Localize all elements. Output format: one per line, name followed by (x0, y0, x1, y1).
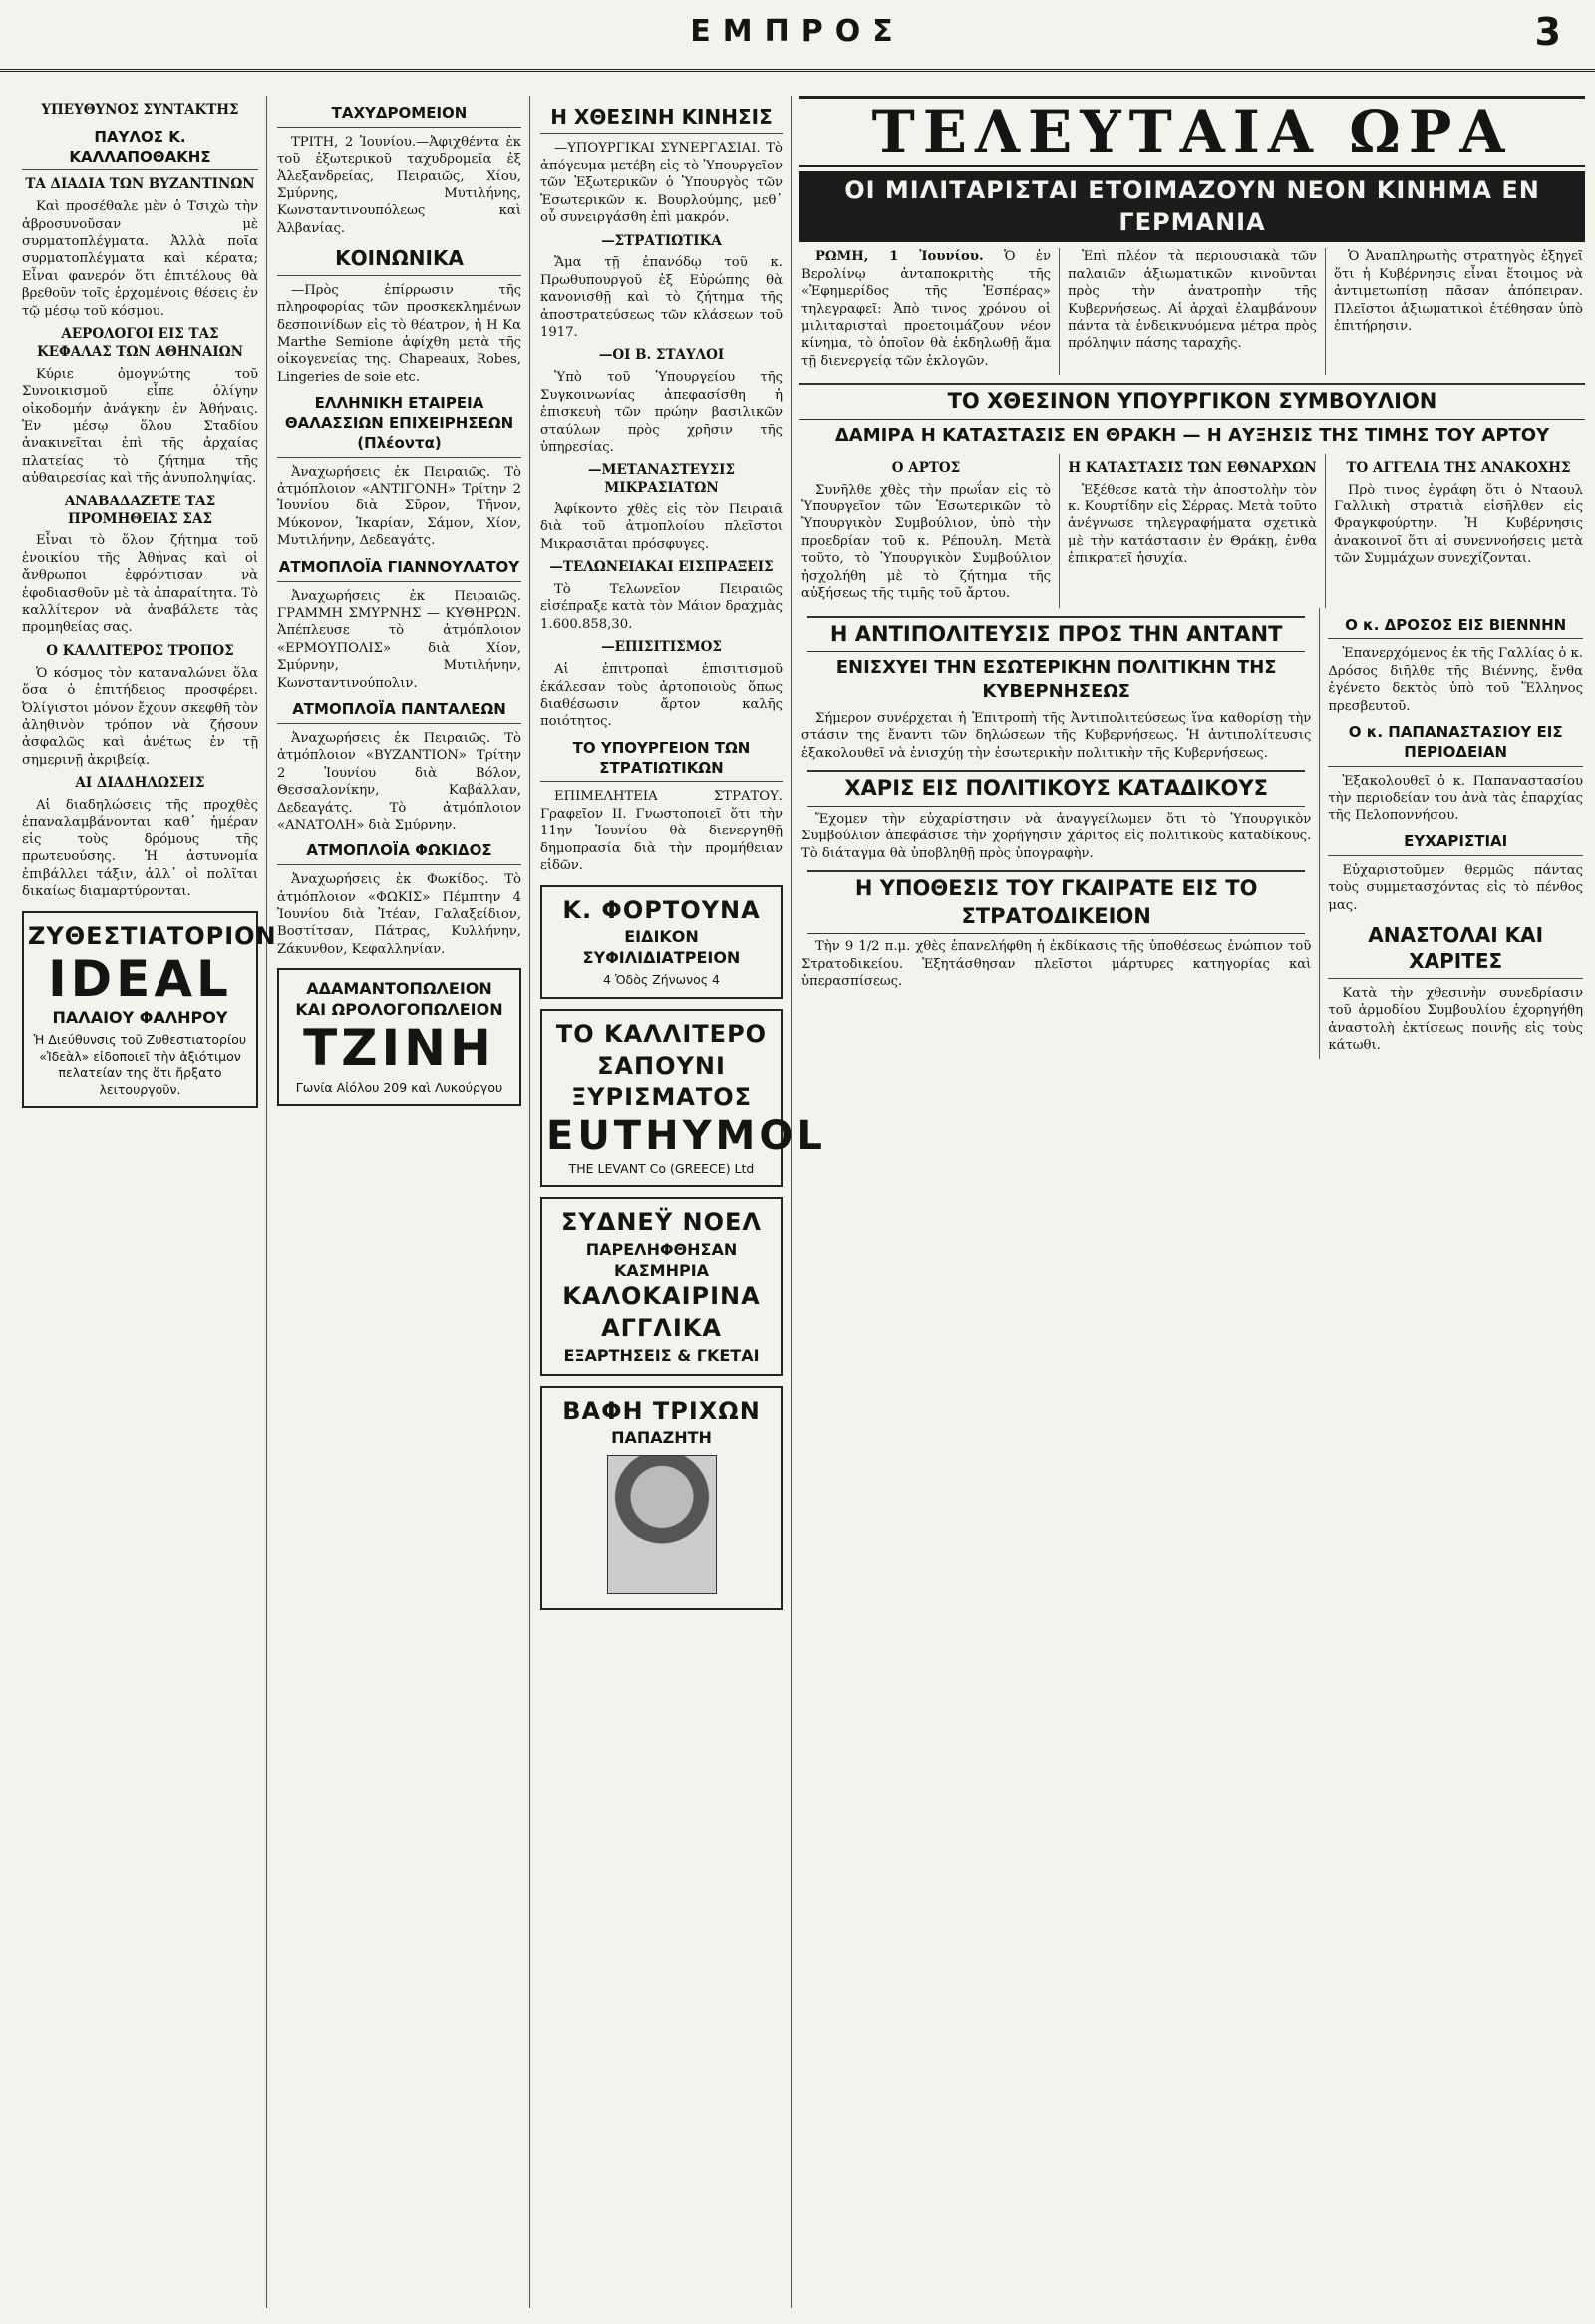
article-column (1326, 248, 1591, 375)
article-text: Συνῆλθε χθὲς τὴν πρωΐαν εἰς τὸ Ὑπουργεῖον τῶν Ἐσωτερικῶν τὸ Ὑπουργικὸν Συμβούλιον, ὑπὸ τὴν προεδρίαν τοῦ κ. Ρέπουλη. Μετὰ τοῦτο, τὸ Ὑπουργικὸν Συμβούλιον ἠσχολήθη μὲ τὸ ζήτημα τῆς αὐξήσεως τῆς τιμῆς τοῦ ἄρτου. (801, 482, 1051, 602)
dateline: ΡΩΜΗ, 1 Ἰουνίου. (815, 249, 984, 265)
article-column (1326, 454, 1591, 608)
article (22, 494, 258, 637)
latest-hour-banner: ΤΕΛΕΥΤΑΙΑ ΩΡΑ (799, 96, 1585, 167)
article-column (794, 454, 1060, 608)
article-text: Τὸ Τελωνεῖον Πειραιῶς εἰσέπραξε κατὰ τὸν Μάιον δραχμὰς 1.600.858,30. (540, 582, 783, 632)
article-text: Ἐξακολουθεῖ ὁ κ. Παπαναστασίου τὴν περιοδείαν του ἀνὰ τὰς ἐπαρχίας τῆς Πελοποννήσου. (1328, 773, 1583, 824)
ad-line: ΣΥΔΝΕΫ ΝΟΕΛ (560, 1208, 763, 1237)
article-text: Τὴν 9 1/2 π.μ. χθὲς ἐπανελήφθη ἡ ἐκδίκασις τῆς ὑποθέσεως ἐνώπιον τοῦ Στρατοδικείου. Ἐξητάσθησαν πλεῖστοι μάρτυρες κατηγορίας καὶ ὑπερασπίσεως. (801, 939, 1312, 990)
article-heading: ΕΥΧΑΡΙΣΤΙΑΙ (1328, 832, 1583, 856)
article-subheading: Η ΚΑΤΑΣΤΑΣΙΣ ΤΩΝ ΕΘΝΑΡΧΩΝ (1068, 459, 1317, 476)
ad-line: ΠΑΡΕΛΗΦΘΗΣΑΝ ΚΑΣΜΗΡΙΑ (585, 1240, 738, 1281)
article (277, 558, 521, 692)
article-text: —Πρὸς ἐπίρρωσιν τῆς πληροφορίας τῶν προσκεκλημένων δεσποινίδων εἰς τὸ θέατρον, ἡ Η Κα Marthe Semione ἀφίχθη μετὰ τῆς οἰκογενείας της. Chapeaux, Robes, Lingeries de soie etc. (277, 282, 521, 385)
article-heading: ΑΝΑΒΑΔΑΖΕΤΕ ΤΑΣ ΠΡΟΜΗΘΕΙΑΣ ΣΑΣ (64, 493, 216, 527)
article (540, 347, 783, 456)
ad-line: ΣΑΠΟΥΝΙ ΞΥΡΙΣΜΑΤΟΣ (570, 1051, 753, 1112)
article-text: Ὁ ἐν Βερολίνῳ ἀνταποκριτὴς τῆς «Ἐφημερίδος τῆς Ἑσπέρας» τηλεγραφεῖ: Ἀπὸ τινος χρόνου οἱ μιλιταρισταὶ προετοιμάζουν νέον κίνημα, τὸ ὁποῖον θὰ ἐκδηλωθῇ ἅμα τῇ διενεργείᾳ τῶν ἐκλογῶν. (801, 249, 1051, 369)
article-heading: ΤΑΧΥΔΡΟΜΕΙΟΝ (277, 104, 521, 128)
article (540, 462, 783, 553)
article-heading: —ΤΕΛΩΝΕΙΑΚΑΙ ΕΙΣΠΡΑΞΕΙΣ (549, 559, 774, 576)
ad-line: 4 Ὁδὸς Ζήνωνος 4 (603, 972, 720, 988)
article-heading: ΤΑ ΔΙΑΔΙΑ ΤΩΝ ΒΥΖΑΝΤΙΝΩΝ (25, 176, 255, 193)
article (22, 775, 258, 900)
opposition-heading: Η ΑΝΤΙΠΟΛΙΤΕΥΣΙΣ ΠΡΟΣ ΤΗΝ ΑΝΤΑΝΤ (807, 616, 1305, 653)
article (277, 245, 521, 386)
article-column (794, 248, 1060, 375)
article-text: ΤΡΙΤΗ, 2 Ἰουνίου.—Ἀφιχθέντα ἐκ τοῦ ἐξωτερικοῦ ταχυδρομεῖα ἐξ Ἀλεξανδρείας, Πειραιῶς, Χίου, Σμύρνης, Μυτιλήνης, Κωνσταντινουπόλεως καὶ Ἀλβανίας. (277, 134, 521, 236)
article-text: Ὑπὸ τοῦ Ὑπουργείου τῆς Συγκοινωνίας ἀπεφασίσθη ἡ ἐπισκευὴ τῶν πρώην βασιλικῶν σταύλων πρὸς χρῆσιν τῆς ὑπηρεσίας. (540, 370, 783, 455)
article (540, 104, 783, 227)
article-subheading: Ο ΑΡΤΟΣ (891, 459, 961, 476)
ad-line: ΚΑΛΟΚΑΙΡΙΝΑ ΑΓΓΛΙΚΑ (562, 1282, 761, 1342)
article-text: Εἶναι τὸ ὅλον ζήτημα τοῦ ἐνοικίου τῆς Ἀθήνας καὶ οἱ ἄνθρωποι ἐφρόντισαν νὰ ἐφοδιασθοῦν μὲ τὰ ἀπαραίτητα. Τὸ καλλίτερον νὰ ἀναβάλετε τὰς προμηθείας σας. (22, 533, 258, 636)
article-text: Ὁ κόσμος τὸν καταναλώνει ὅλα ὅσα ὁ ἐπιτήδειος προσφέρει. Ὀλίγιστοι μόνον ἔχουν σκεφθῆ τὸν ἀληθινὸν τρόπον νὰ ζήσουν ἀσφαλῶς καὶ ἀνέτως ἐν τῇ σημερινῇ ἀκριβείᾳ. (22, 665, 258, 768)
ad-line: EUTHYMOL (546, 1112, 826, 1159)
article-text: Ἀναχωρήσεις ἐκ Πειραιῶς. Τὸ ἀτμόπλοιον «ΒΥΖΑΝΤΙΟΝ» Τρίτην 2 Ἰουνίου διὰ Βόλον, Θεσσαλονίκην, Καβάλλαν, Δεδεαγάτς. Τὸ ἀτμόπλοιον «ΑΝΑΤΟΛΗ» διὰ Σμύρνην. (277, 730, 521, 832)
article-text: Πρὸ τινος ἐγράφη ὅτι ὁ Νταουλ Γαλλικὴ στρατιὰ εἰσῆλθεν εἰς Φραγκφούρτην. Ἡ Κυβέρνησις ἀνακοινοῖ ὅτι αἱ συνεννοήσεις μετὰ τῶν Συμμάχων συνεχίζονται. (1334, 482, 1583, 567)
ad-line: ΑΔΑΜΑΝΤΟΠΩΛΕΙΟΝ (306, 979, 492, 999)
ad-line: ΤΖΙΝΗ (303, 1018, 495, 1077)
article-text: Ἐπὶ πλέον τὰ περιουσιακὰ τῶν παλαιῶν ἀξιωματικῶν κινοῦνται πρὸς τὴν ἀνατροπὴν τῆς Κυβερνήσεως. Αἱ ἀρχαὶ ἐλαμβάνουν πάντα τὰ ἐνδεικνυόμενα μέτρα πρὸς πρόληψιν πάσης ταραχῆς. (1068, 249, 1317, 352)
article-heading: ΑΤΜΟΠΛΟΪΑ ΠΑΝΤΑΛΕΩΝ (277, 700, 521, 724)
column-3 (532, 96, 826, 2308)
article-heading: ΑΤΜΟΠΛΟΪΑ ΓΙΑΝΝΟΥΛΑΤΟΥ (277, 558, 521, 582)
article-heading: ΑΤΜΟΠΛΟΪΑ ΦΩΚΙΔΟΣ (277, 841, 521, 865)
column-4-latest-news (794, 96, 1591, 2308)
article-text: Σήμερον συνέρχεται ἡ Ἐπιτροπὴ τῆς Ἀντιπολιτεύσεως ἵνα καθορίσῃ τὴν στάσιν της ἔναντι τῶν δηλώσεων τῆς Κυβερνήσεως. Ἡ ἀντιπολίτευσις ἐξακολουθεῖ νὰ ἐνισχύῃ τὴν ἐσωτερικὴν πολιτικὴν τῆς Κυβερνήσεως. (801, 710, 1312, 761)
column-2 (269, 96, 530, 2308)
article-heading: —ΕΠΙΣΙΤΙΣΜΟΣ (601, 639, 722, 656)
article (540, 639, 783, 731)
article-heading: —ΣΤΡΑΤΙΩΤΙΚΑ (601, 232, 722, 249)
ad-line: ΕΙΔΙΚΟΝ ΣΥΦΙΛΙΔΙΑΤΡΕΙΟΝ (582, 927, 741, 968)
advertisement-fortouna (540, 885, 783, 999)
cabinet-meeting-heading: ΤΟ ΧΘΕΣΙΝΟΝ ΥΠΟΥΡΓΙΚΟΝ ΣΥΜΒΟΥΛΙΟΝ (799, 383, 1585, 420)
article-text: Κατὰ τὴν χθεσινὴν συνεδρίασιν τοῦ ἁρμοδίου Συμβουλίου ἐχορηγήθη ἀναστολὴ ἐκτίσεως ποινῆς εἰς τοὺς κάτωθι. (1328, 985, 1583, 1053)
article-heading: —ΜΕΤΑΝΑΣΤΕΥΣΙΣ ΜΙΚΡΑΣΙΑΤΩΝ (588, 462, 735, 497)
article-text: Αἱ διαδηλώσεις τῆς προχθὲς ἐπαναλαμβάνονται καθ᾽ ἡμέραν εἰς τοὺς δρόμους τῆς πρωτευούσης. Ἡ ἀστυνομία ἐπιβάλλει τάξιν, ἀλλ᾽ οἱ πολῖται δικαίως διαμαρτύρονται. (22, 798, 258, 900)
article-text: Ἅμα τῇ ἐπανόδῳ τοῦ κ. Πρωθυπουργοῦ ἐξ Εὐρώπης θὰ κανονισθῇ καὶ τὸ ζήτημα τῆς ἀποστρατεύσεως τῶν κλάσεων τοῦ 1917. (540, 255, 783, 340)
top-article-columns (794, 248, 1591, 375)
ad-line: Κ. ΦΟΡΤΟΥΝΑ (562, 895, 761, 924)
ad-line: ΠΑΛΑΙΟΥ ΦΑΛΗΡΟΥ (52, 1008, 228, 1028)
article-heading: ΑΝΑΣΤΟΛΑΙ ΚΑΙ ΧΑΡΙΤΕΣ (1328, 922, 1583, 979)
article-heading: Ο κ. ΔΡΟΣΟΣ ΕΙΣ ΒΙΕΝΝΗΝ (1328, 616, 1583, 640)
article-text: —ΥΠΟΥΡΓΙΚΑΙ ΣΥΝΕΡΓΑΣΙΑΙ. Τὸ ἀπόγευμα μετέβη εἰς τὸ Ὑπουργεῖον τῶν Ἐξωτερικῶν ὁ Ὑπουργὸς τῶν Ἐσωτερικῶν κ. Βουρλούμης, μεθ᾽ οὗ συνειργάσθη ἐπὶ μακρόν. (540, 141, 783, 226)
article-text: Ὁ Ἀναπληρωτὴς στρατηγὸς ἐξηγεῖ ὅτι ἡ Κυβέρνησις εἶναι ἕτοιμος νὰ ἀντιμετωπίσῃ πᾶσαν ἀπόπειραν. Πλεῖστοι ἀξιωματικοὶ ἐτέθησαν ὑπὸ ἐπιτήρησιν. (1334, 249, 1583, 335)
article (22, 643, 258, 769)
pardon-heading: ΧΑΡΙΣ ΕΙΣ ΠΟΛΙΤΙΚΟΥΣ ΚΑΤΑΔΙΚΟΥΣ (807, 770, 1305, 807)
ad-line: ΤΟ ΚΑΛΛΙΤΕΡΟ (555, 1019, 768, 1048)
article (22, 326, 258, 488)
latest-hour-subtitle: ΟΙ ΜΙΛΙΤΑΡΙΣΤΑΙ ΕΤΟΙΜΑΖΟΥΝ ΝΕΟΝ ΚΙΝΗΜΑ ΕΝ ΓΕΡΜΑΝΙΑ (799, 171, 1585, 242)
article-text: Ἀφίκοντο χθὲς εἰς τὸν Πειραιᾶ διὰ τοῦ ἀτμοπλοίου πλεῖστοι Μικρασιᾶται πρόσφυγες. (540, 501, 783, 552)
column-1 (14, 96, 277, 2308)
article (277, 700, 521, 833)
article-text: Ἀναχωρήσεις ἐκ Πειραιῶς. Τὸ ἀτμόπλοιον «ΑΝΤΙΓΟΝΗ» Τρίτην 2 Ἰουνίου διὰ Σῦρον, Τῆνον, Μύκονον, Ἰκαρίαν, Σάμον, Χίον, Μυτιλήνην, Δεδεαγάτς. (277, 464, 521, 549)
editor-label: ΥΠΕΥΘΥΝΟΣ ΣΥΝΤΑΚΤΗΣ (41, 102, 239, 118)
cabinet-article-columns (794, 454, 1591, 608)
advertisement-papazitis (540, 1386, 783, 1610)
advertisement-noel (540, 1197, 783, 1375)
article (540, 559, 783, 633)
masthead (0, 8, 1595, 72)
woman-portrait-illustration (607, 1455, 717, 1594)
advertisement-ideal (22, 911, 277, 1109)
article-heading: ΤΟ ΥΠΟΥΡΓΕΙΟΝ ΤΩΝ ΣΤΡΑΤΙΩΤΙΚΩΝ (540, 739, 783, 783)
article-text: Ἐξέθεσε κατὰ τὴν ἀποστολὴν τὸν κ. Κουρτίδην εἰς Σέρρας. Μετὰ τοῦτο ἀνέγνωσε τηλεγραφήματα σχετικὰ μὲ τὴν κατάστασιν ἐν Θράκῃ, ἐνθα ἐπικρατεῖ ἡσυχία. (1068, 482, 1317, 567)
article-heading: ΑΙ ΔΙΑΔΗΛΩΣΕΙΣ (75, 775, 205, 792)
court-martial-heading: Η ΥΠΟΘΕΣΙΣ ΤΟΥ ΓΚΑΙΡΑΤΕ ΕΙΣ ΤΟ ΣΤΡΑΤΟΔΙΚΕΙΟΝ (807, 870, 1305, 934)
lower-left-stories (794, 608, 1320, 1060)
article-heading: ΑΕΡΟΛΟΓΟΙ ΕΙΣ ΤΑΣ ΚΕΦΑΛΑΣ ΤΩΝ ΑΘΗΝΑΙΩΝ (36, 326, 244, 360)
article-subheading: ΤΟ ΑΓΓΕΛΙΑ ΤΗΣ ΑΝΑΚΟΧΗΣ (1346, 459, 1571, 476)
article (540, 233, 783, 342)
article-heading: Ο κ. ΠΑΠΑΝΑΣΤΑΣΙΟΥ ΕΙΣ ΠΕΡΙΟΔΕΙΑΝ (1328, 723, 1583, 767)
ad-line: Ἡ Διεύθυνσις τοῦ Ζυθεστιατορίου «Ἰδεὰλ» εἰδοποιεῖ τὴν ἀξιότιμον πελατείαν της ὅτι ἤρξατο λειτουργοῦν. (33, 1032, 247, 1097)
article-heading: Η ΧΘΕΣΙΝΗ ΚΙΝΗΣΙΣ (540, 104, 783, 134)
article-heading: ΚΟΙΝΩΝΙΚΑ (277, 245, 521, 275)
lower-section (794, 608, 1591, 1060)
article-text: Ἔχομεν τὴν εὐχαρίστησιν νὰ ἀναγγείλωμεν ὅτι τὸ Ὑπουργικὸν Συμβούλιον ἀπεφάσισε τὴν χορήγησιν χάριτος εἰς πολιτικοὺς καταδίκους. Τὸ διάταγμα θὰ ὑποβληθῇ πρὸς ὑπογραφὴν. (801, 811, 1312, 861)
article-text: ΕΠΙΜΕΛΗΤΕΙΑ ΣΤΡΑΤΟΥ. Γραφεῖον ΙΙ. Γνωστοποιεῖ ὅτι τὴν 11ην Ἰουνίου θὰ διενεργηθῇ δημοπρασία διὰ τὴν προμήθειαν εἰδῶν. (540, 789, 783, 874)
paper-name: ΕΜΠΡΟΣ (690, 14, 905, 49)
advertisement-euthymol (540, 1009, 826, 1188)
advertisement-tzini (277, 968, 521, 1106)
opposition-subheading: ΕΝΙΣΧΥΕΙ ΤΗΝ ΕΣΩΤΕΡΙΚΗΝ ΠΟΛΙΤΙΚΗΝ ΤΗΣ ΚΥΒΕΡΝΗΣΕΩΣ (835, 657, 1277, 702)
ad-line: ΕΞΑΡΤΗΣΕΙΣ & ΓΚΕΤΑΙ (563, 1345, 760, 1365)
article-heading: ΕΛΛΗΝΙΚΗ ΕΤΑΙΡΕΙΑ ΘΑΛΑΣΣΙΩΝ ΕΠΙΧΕΙΡΗΣΕΩΝ (Πλέοντα) (277, 394, 521, 457)
article-text: Καὶ προσέθαλε μὲν ὁ Τσιχὼ τὴν ἁβροσυνοῦσαν μὲ συρματοπλέγματα. Ἀλλὰ ποῖα συρματοπλέγματα καὶ κέρατα; Εἶναι φανερόν ὅτι ἐπιτέλους θὰ βρεθοῦν τοῖς ἐρχομένοις θέσεις ἐν τῷ μέσῳ τοῦ κόσμου. (22, 199, 258, 319)
article-column (1060, 454, 1326, 608)
article-text: Εὐχαριστοῦμεν θερμῶς πάντας τοὺς συμμετασχόντας εἰς τὸ πένθος μας. (1328, 862, 1583, 913)
article-text: Αἱ ἐπιτροπαὶ ἐπισιτισμοῦ ἐκάλεσαν τοὺς ἀρτοποιοὺς ὅπως διαθέσωσιν ἄρτον καλῆς ποιότητος. (540, 662, 783, 730)
article-text: Ἀναχωρήσεις ἐκ Πειραιῶς. ΓΡΑΜΜΗ ΣΜΥΡΝΗΣ — ΚΥΘΗΡΩΝ. Ἀπέπλευσε τὸ ἀτμόπλοιον «ΕΡΜΟΥΠΟΛΙΣ» διὰ Χίον, Σμύρνην, Μυτιλήνην, Κωνσταντινούπολιν. (277, 588, 521, 691)
article (277, 104, 521, 237)
article (540, 739, 783, 875)
ad-line: THE LEVANT Co (GREECE) Ltd (568, 1161, 755, 1176)
article-heading: —ΟΙ Β. ΣΤΑΥΛΟΙ (598, 347, 725, 364)
ad-line: Γωνία Αἰόλου 209 καὶ Λυκούργου (295, 1079, 503, 1095)
article (277, 841, 521, 958)
ad-line: ΒΑΦΗ ΤΡΙΧΩΝ (562, 1396, 761, 1425)
lower-right-stories (1320, 608, 1591, 1060)
article-heading: Ο ΚΑΛΛΙΤΕΡΟΣ ΤΡΟΠΟΣ (46, 642, 234, 659)
page-number: 3 (1534, 10, 1561, 54)
article (22, 176, 258, 320)
ad-line: IDEAL (48, 950, 232, 1009)
ad-line: ΖΥΘΕΣΤΙΑΤΟΡΙΟΝ (28, 921, 277, 950)
article-text: Ἐπανερχόμενος ἐκ τῆς Γαλλίας ὁ κ. Δρόσος διῆλθε τῆς Βιέννης, ἔνθα ἐγένετο δεκτὸς ὑπὸ τοῦ Ἕλληνος πρεσβευτοῦ. (1328, 646, 1583, 714)
ad-line: ΚΑΙ ΩΡΟΛΟΓΟΠΩΛΕΙΟΝ (295, 1000, 503, 1020)
article-text: Κύριε ὁμογνώτης τοῦ Συνοικισμοῦ εἶπε ὀλίγην οἰκοδομήν ἀνάγκην ἐν Ἀθήναις. Ἐν μέσῳ ὅλου Σταδίου ἀνακινεῖται ἐπὶ τῆς ἀρχαίας πλατείας τὸ ζήτημα τῆς αὐθαιρεσίας καὶ τῆς ἀνυποληψίας. (22, 366, 258, 487)
article (277, 394, 521, 550)
article-text: Ἀναχωρήσεις ἐκ Φωκίδος. Τὸ ἀτμόπλοιον «ΦΩΚΙΣ» Πέμπτην 4 Ἰουνίου διὰ Ἰτέαν, Γαλαξείδιον, Βοστίτσαν, Πάτρας, Κυλλήνην, Ζάκυνθον, Κεφαλληνίαν. (277, 872, 521, 957)
ad-line: ΠΑΠΑΖΗΤΗ (611, 1428, 712, 1448)
article-column (1060, 248, 1326, 375)
editor-name: ΠΑΥΛΟΣ Κ. ΚΑΛΛΑΠΟΘΑΚΗΣ (22, 128, 258, 171)
cabinet-meeting-subheading: ΔΑΜΙΡΑ Η ΚΑΤΑΣΤΑΣΙΣ ΕΝ ΘΡΑΚΗ — Η ΑΥΞΗΣΙΣ ΤΗΣ ΤΙΜΗΣ ΤΟΥ ΑΡΤΟΥ (834, 425, 1550, 447)
